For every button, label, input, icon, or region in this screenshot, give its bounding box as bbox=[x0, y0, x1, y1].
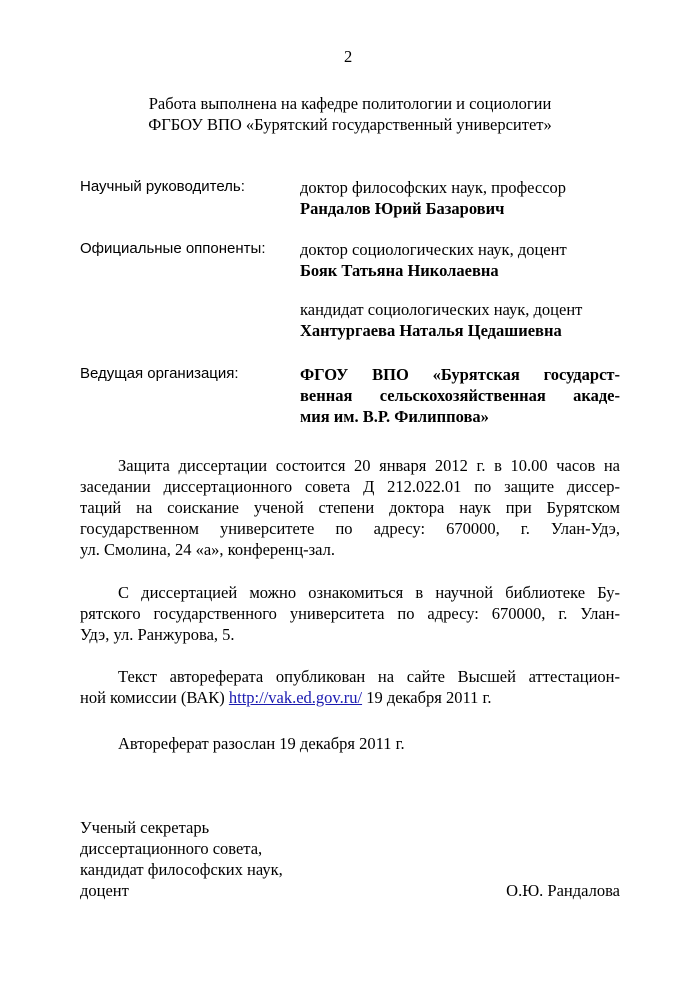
advisor-label: Научный руководитель: bbox=[80, 178, 245, 195]
secretary-line-3: кандидат философских наук, bbox=[80, 860, 283, 879]
library-line-3: Удэ, ул. Ранжурова, 5. bbox=[80, 625, 235, 644]
secretary-line-2: диссертационного совета, bbox=[80, 839, 263, 858]
opponent-2-degree: кандидат социологических наук, доцент bbox=[300, 300, 583, 319]
opponent-1-degree: доктор социологических наук, доцент bbox=[300, 240, 567, 259]
secretary-line-1: Ученый секретарь bbox=[80, 818, 210, 837]
publication-prefix: ной комиссии (ВАК) bbox=[80, 688, 225, 707]
publication-line-2 bbox=[80, 687, 492, 708]
defense-line-5: ул. Смолина, 24 «а», конференц-зал. bbox=[80, 540, 336, 559]
leading-org-line-1: ФГОУ ВПО «Бурятская государст- bbox=[300, 365, 620, 384]
library-line-1: С диссертацией можно ознакомиться в научной библиотеке Бу- bbox=[118, 583, 620, 602]
publication-date: 19 декабря 2011 г. bbox=[366, 688, 492, 707]
vak-link[interactable]: http://vak.ed.gov.ru/ bbox=[228, 688, 363, 707]
opponent-2-name: Хантургаева Наталья Цедашиевна bbox=[300, 321, 562, 340]
library-line-2: рятского государственного университета по адресу: 670000, г. Улан- bbox=[80, 604, 620, 623]
advisor-name: Рандалов Юрий Базарович bbox=[300, 199, 505, 218]
sent-date: Автореферат разослан 19 декабря 2011 г. bbox=[118, 734, 405, 753]
secretary-line-4: доцент bbox=[80, 881, 129, 900]
advisor-degree: доктор философских наук, профессор bbox=[300, 178, 567, 197]
leading-org-label: Ведущая организация: bbox=[80, 365, 239, 382]
header-line-1: Работа выполнена на кафедре политологии и социологии bbox=[148, 94, 552, 113]
header-line-2: ФГБОУ ВПО «Бурятский государственный университет» bbox=[148, 115, 552, 134]
opponents-label: Официальные оппоненты: bbox=[80, 240, 266, 257]
leading-org-line-2: венная сельскохозяйственная акаде- bbox=[300, 386, 620, 405]
publication-line-1: Текст автореферата опубликован на сайте Высшей аттестацион- bbox=[118, 667, 620, 686]
defense-line-2: заседании диссертационного совета Д 212.022.01 по защите диссер- bbox=[80, 477, 620, 496]
defense-line-3: таций на соискание ученой степени доктора наук при Бурятском bbox=[80, 498, 620, 517]
opponent-1-name: Бояк Татьяна Николаевна bbox=[300, 261, 499, 280]
defense-line-1: Защита диссертации состоится 20 января 2012 г. в 10.00 часов на bbox=[118, 456, 620, 475]
defense-line-4: государственном университете по адресу: 670000, г. Улан-Удэ, bbox=[80, 519, 620, 538]
page-number: 2 bbox=[344, 47, 353, 66]
secretary-signature-name: О.Ю. Рандалова bbox=[506, 881, 620, 900]
leading-org-line-3: мия им. В.Р. Филиппова» bbox=[300, 407, 489, 426]
